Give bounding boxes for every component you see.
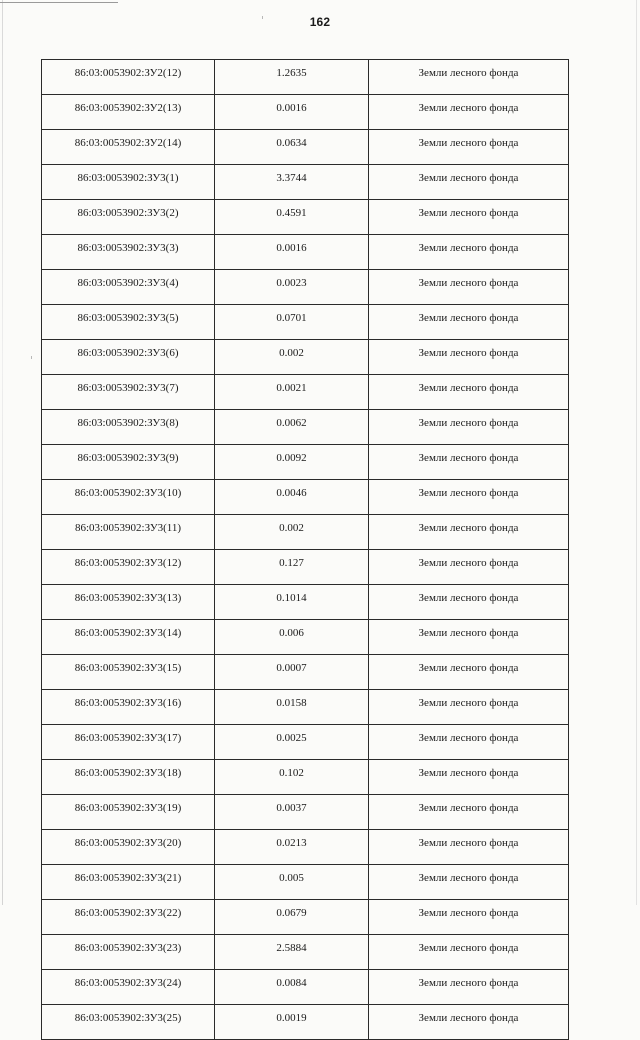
cadastral-number-cell: 86:03:0053902:ЗУ3(21)	[42, 865, 215, 900]
table-row	[42, 235, 569, 270]
table-row	[42, 935, 569, 970]
land-category-cell: Земли лесного фонда	[369, 725, 569, 760]
cadastral-number-cell: 86:03:0053902:ЗУ2(12)	[42, 60, 215, 95]
cadastral-number-cell: 86:03:0053902:ЗУ3(20)	[42, 830, 215, 865]
scan-speck	[31, 356, 32, 359]
cadastral-number-cell: 86:03:0053902:ЗУ3(17)	[42, 725, 215, 760]
cadastral-number-cell: 86:03:0053902:ЗУ3(7)	[42, 375, 215, 410]
area-cell: 0.0046	[215, 480, 369, 515]
table-row	[42, 970, 569, 1005]
area-cell: 0.0092	[215, 445, 369, 480]
table-row	[42, 95, 569, 130]
area-cell: 3.3744	[215, 165, 369, 200]
land-category-cell: Земли лесного фонда	[369, 585, 569, 620]
land-category-cell: Земли лесного фонда	[369, 935, 569, 970]
land-category-cell: Земли лесного фонда	[369, 270, 569, 305]
cadastral-number-cell: 86:03:0053902:ЗУ2(14)	[42, 130, 215, 165]
table-row	[42, 1005, 569, 1040]
area-cell: 0.0016	[215, 235, 369, 270]
table-row	[42, 305, 569, 340]
cadastral-number-cell: 86:03:0053902:ЗУ3(19)	[42, 795, 215, 830]
area-cell: 0.127	[215, 550, 369, 585]
cadastral-number-cell: 86:03:0053902:ЗУ3(8)	[42, 410, 215, 445]
cadastral-number-cell: 86:03:0053902:ЗУ3(18)	[42, 760, 215, 795]
table-row	[42, 445, 569, 480]
area-cell: 0.005	[215, 865, 369, 900]
table-row	[42, 165, 569, 200]
cadastral-number-cell: 86:03:0053902:ЗУ2(13)	[42, 95, 215, 130]
table-row	[42, 690, 569, 725]
land-category-cell: Земли лесного фонда	[369, 340, 569, 375]
cadastral-number-cell: 86:03:0053902:ЗУ3(14)	[42, 620, 215, 655]
table-row	[42, 865, 569, 900]
cadastral-number-cell: 86:03:0053902:ЗУ3(4)	[42, 270, 215, 305]
land-category-cell: Земли лесного фонда	[369, 760, 569, 795]
land-category-cell: Земли лесного фонда	[369, 60, 569, 95]
area-cell: 0.002	[215, 515, 369, 550]
land-category-cell: Земли лесного фонда	[369, 620, 569, 655]
table-row	[42, 515, 569, 550]
land-category-cell: Земли лесного фонда	[369, 235, 569, 270]
table-row	[42, 270, 569, 305]
area-cell: 0.0679	[215, 900, 369, 935]
scan-edge-right	[636, 0, 637, 905]
cadastral-number-cell: 86:03:0053902:ЗУ3(16)	[42, 690, 215, 725]
table-row	[42, 620, 569, 655]
area-cell: 0.0062	[215, 410, 369, 445]
land-category-cell: Земли лесного фонда	[369, 375, 569, 410]
cadastral-number-cell: 86:03:0053902:ЗУ3(12)	[42, 550, 215, 585]
land-category-cell: Земли лесного фонда	[369, 165, 569, 200]
land-category-cell: Земли лесного фонда	[369, 970, 569, 1005]
land-category-cell: Земли лесного фонда	[369, 795, 569, 830]
area-cell: 1.2635	[215, 60, 369, 95]
table-row	[42, 200, 569, 235]
cadastral-number-cell: 86:03:0053902:ЗУ3(9)	[42, 445, 215, 480]
area-cell: 0.1014	[215, 585, 369, 620]
table-row	[42, 655, 569, 690]
table-body	[42, 60, 569, 1040]
table-row	[42, 480, 569, 515]
table-row	[42, 725, 569, 760]
land-category-cell: Земли лесного фонда	[369, 900, 569, 935]
table-row	[42, 375, 569, 410]
table-row	[42, 340, 569, 375]
cadastral-number-cell: 86:03:0053902:ЗУ3(5)	[42, 305, 215, 340]
area-cell: 0.0701	[215, 305, 369, 340]
area-cell: 0.0037	[215, 795, 369, 830]
area-cell: 0.0007	[215, 655, 369, 690]
area-cell: 0.4591	[215, 200, 369, 235]
table-row	[42, 550, 569, 585]
land-plots-table	[41, 59, 569, 1040]
cadastral-number-cell: 86:03:0053902:ЗУ3(15)	[42, 655, 215, 690]
land-category-cell: Земли лесного фонда	[369, 515, 569, 550]
land-category-cell: Земли лесного фонда	[369, 410, 569, 445]
page-number: 162	[309, 15, 331, 29]
area-cell: 0.0025	[215, 725, 369, 760]
cadastral-number-cell: 86:03:0053902:ЗУ3(3)	[42, 235, 215, 270]
cadastral-number-cell: 86:03:0053902:ЗУ3(13)	[42, 585, 215, 620]
cadastral-number-cell: 86:03:0053902:ЗУ3(10)	[42, 480, 215, 515]
land-category-cell: Земли лесного фонда	[369, 445, 569, 480]
header-rule	[0, 2, 118, 3]
land-category-cell: Земли лесного фонда	[369, 865, 569, 900]
area-cell: 0.0016	[215, 95, 369, 130]
table-row	[42, 130, 569, 165]
area-cell: 0.0019	[215, 1005, 369, 1040]
cadastral-number-cell: 86:03:0053902:ЗУ3(2)	[42, 200, 215, 235]
area-cell: 0.006	[215, 620, 369, 655]
area-cell: 0.0084	[215, 970, 369, 1005]
land-category-cell: Земли лесного фонда	[369, 1005, 569, 1040]
table-row	[42, 830, 569, 865]
cadastral-number-cell: 86:03:0053902:ЗУ3(25)	[42, 1005, 215, 1040]
table-row	[42, 795, 569, 830]
land-category-cell: Земли лесного фонда	[369, 690, 569, 725]
area-cell: 0.0213	[215, 830, 369, 865]
land-category-cell: Земли лесного фонда	[369, 480, 569, 515]
area-cell: 0.0023	[215, 270, 369, 305]
land-category-cell: Земли лесного фонда	[369, 200, 569, 235]
land-category-cell: Земли лесного фонда	[369, 95, 569, 130]
area-cell: 2.5884	[215, 935, 369, 970]
cadastral-number-cell: 86:03:0053902:ЗУ3(24)	[42, 970, 215, 1005]
land-category-cell: Земли лесного фонда	[369, 655, 569, 690]
cadastral-number-cell: 86:03:0053902:ЗУ3(6)	[42, 340, 215, 375]
land-category-cell: Земли лесного фонда	[369, 305, 569, 340]
area-cell: 0.0158	[215, 690, 369, 725]
area-cell: 0.102	[215, 760, 369, 795]
area-cell: 0.0021	[215, 375, 369, 410]
table-row	[42, 585, 569, 620]
cadastral-number-cell: 86:03:0053902:ЗУ3(22)	[42, 900, 215, 935]
table-row	[42, 410, 569, 445]
table-row	[42, 760, 569, 795]
table-row	[42, 60, 569, 95]
scan-edge-left	[2, 0, 3, 905]
cadastral-number-cell: 86:03:0053902:ЗУ3(1)	[42, 165, 215, 200]
cadastral-number-cell: 86:03:0053902:ЗУ3(11)	[42, 515, 215, 550]
land-category-cell: Земли лесного фонда	[369, 130, 569, 165]
area-cell: 0.002	[215, 340, 369, 375]
land-category-cell: Земли лесного фонда	[369, 550, 569, 585]
area-cell: 0.0634	[215, 130, 369, 165]
cadastral-number-cell: 86:03:0053902:ЗУ3(23)	[42, 935, 215, 970]
land-category-cell: Земли лесного фонда	[369, 830, 569, 865]
